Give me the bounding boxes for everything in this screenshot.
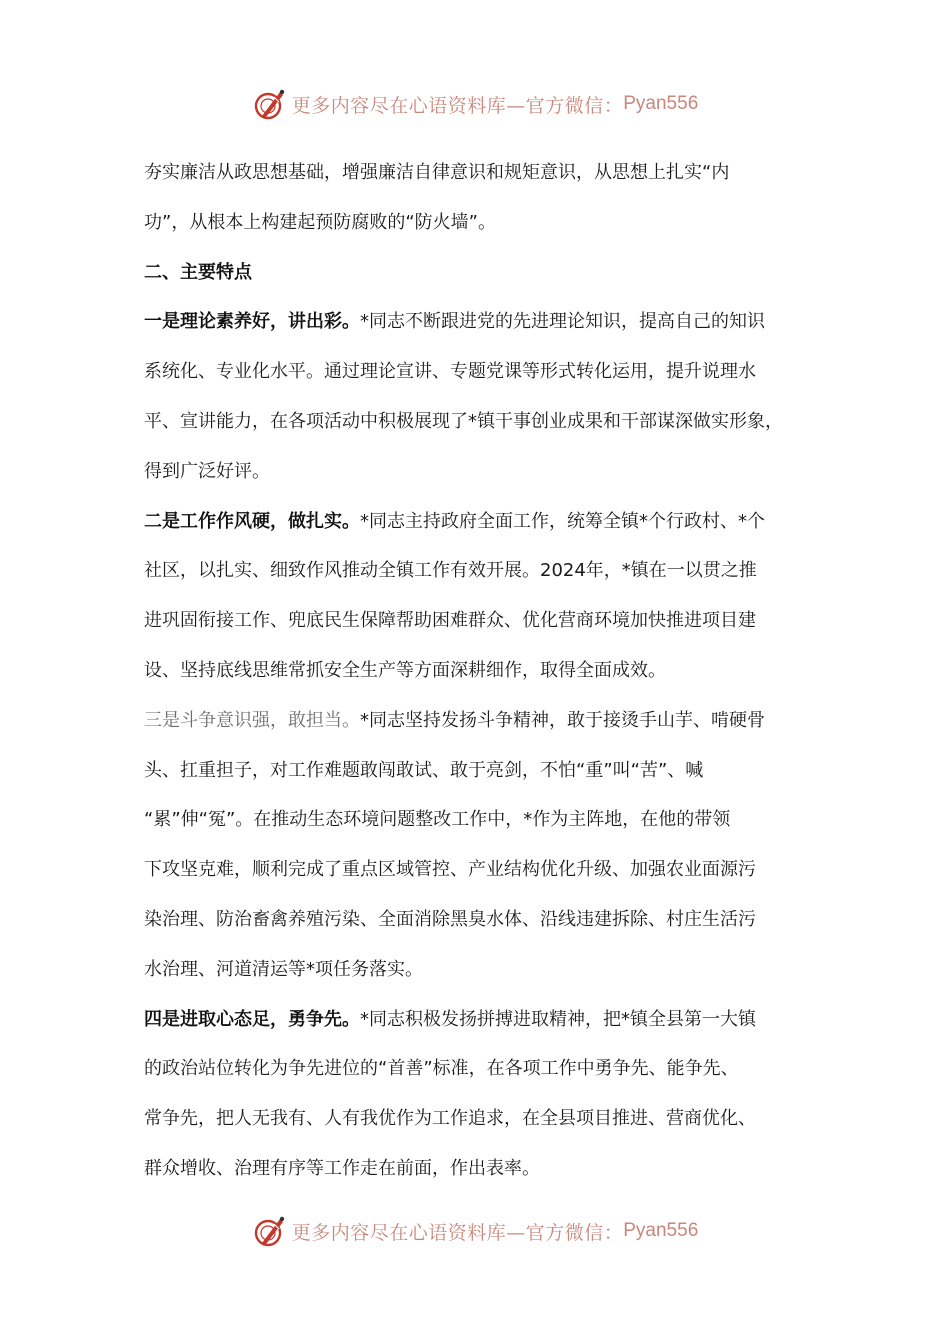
text-line: 进巩固衔接工作、兜底民生保障帮助困难群众、优化营商环境加快推进项目建 bbox=[144, 610, 756, 632]
text-line: 夯实廉洁从政思想基础，增强廉洁自律意识和规矩意识，从思想上扎实“内 bbox=[144, 162, 730, 183]
text-line: 设、坚持底线思维常抓安全生产等方面深耕细作，取得全面成效。 bbox=[144, 659, 666, 681]
paragraph-lead: 二是工作作风硬，做扎实。 bbox=[144, 510, 360, 532]
text-line: 社区，以扎实、细致作风推动全镇工作有效开展。2024年，*镇在一以贯之推 bbox=[144, 560, 757, 582]
paragraph-lead: 三是斗争意识强，敢担当。 bbox=[144, 709, 360, 731]
text-line bbox=[144, 696, 824, 746]
paragraph-lead: 一是理论素养好，讲出彩。 bbox=[144, 311, 360, 333]
text-run: *同志主持政府全面工作，统筹全镇*个行政村、*个 bbox=[360, 510, 765, 532]
text-line bbox=[144, 995, 824, 1045]
text-run: *同志不断跟进党的先进理论知识，提高自己的知识 bbox=[360, 311, 765, 333]
paragraph bbox=[144, 148, 824, 248]
text-line: 下攻坚克难，顺利完成了重点区域管控、产业结构优化升级、加强农业面源污 bbox=[144, 859, 756, 881]
paragraph-lead: 四是进取心态足，勇争先。 bbox=[144, 1008, 360, 1030]
text-line: 得到广泛好评。 bbox=[144, 460, 270, 482]
document-body bbox=[144, 148, 824, 1194]
watermark-text: 更多内容尽在心语资料库—官方微信： bbox=[291, 1221, 624, 1244]
text-line bbox=[144, 497, 824, 547]
text-line: 常争先，把人无我有、人有我优作为工作追求，在全县项目推进、营商优化、 bbox=[144, 1108, 756, 1130]
paragraph bbox=[144, 497, 824, 696]
section-heading: 二、主要特点 bbox=[144, 261, 252, 283]
text-line: “累”伸“冤”。在推动生态环境问题整改工作中，*作为主阵地，在他的带领 bbox=[144, 809, 731, 831]
text-line: 水治理、河道清运等*项任务落实。 bbox=[144, 958, 423, 980]
text-line: 平、宣讲能力，在各项活动中积极展现了*镇干事创业成果和干部谋深做实形象， bbox=[144, 410, 783, 432]
text-line: 头、扛重担子，对工作难题敢闯敢试、敢于亮剑，不怕“重”叫“苦”、喊 bbox=[144, 759, 704, 781]
text-line: 的政治站位转化为争先进位的“首善”标准，在各项工作中勇争先、能争先、 bbox=[144, 1058, 739, 1080]
paragraph bbox=[144, 297, 824, 496]
text-line: 群众增收、治理有序等工作走在前面，作出表率。 bbox=[144, 1157, 540, 1179]
watermark-banner-top bbox=[0, 84, 950, 124]
text-run: *同志积极发扬拼搏进取精神，把*镇全县第一大镇 bbox=[360, 1008, 756, 1030]
watermark-banner-bottom bbox=[0, 1211, 950, 1251]
watermark-handle: Pyan556 bbox=[623, 1220, 699, 1241]
paragraph bbox=[144, 696, 824, 995]
text-line bbox=[144, 297, 824, 347]
text-line: 功”，从根本上构建起预防腐败的“防火墙”。 bbox=[144, 211, 496, 233]
watermark-text: 更多内容尽在心语资料库—官方微信： bbox=[291, 94, 624, 117]
text-run: *同志坚持发扬斗争精神，敢于接烫手山芋、啃硬骨 bbox=[360, 709, 765, 731]
paragraph bbox=[144, 995, 824, 1194]
quill-logo-icon bbox=[252, 1213, 288, 1249]
text-line: 系统化、专业化水平。通过理论宣讲、专题党课等形式转化运用，提升说理水 bbox=[144, 361, 756, 383]
text-line: 染治理、防治畜禽养殖污染、全面消除黑臭水体、沿线违建拆除、村庄生活污 bbox=[144, 908, 756, 930]
quill-logo-icon bbox=[252, 86, 288, 122]
watermark-handle: Pyan556 bbox=[623, 93, 699, 114]
